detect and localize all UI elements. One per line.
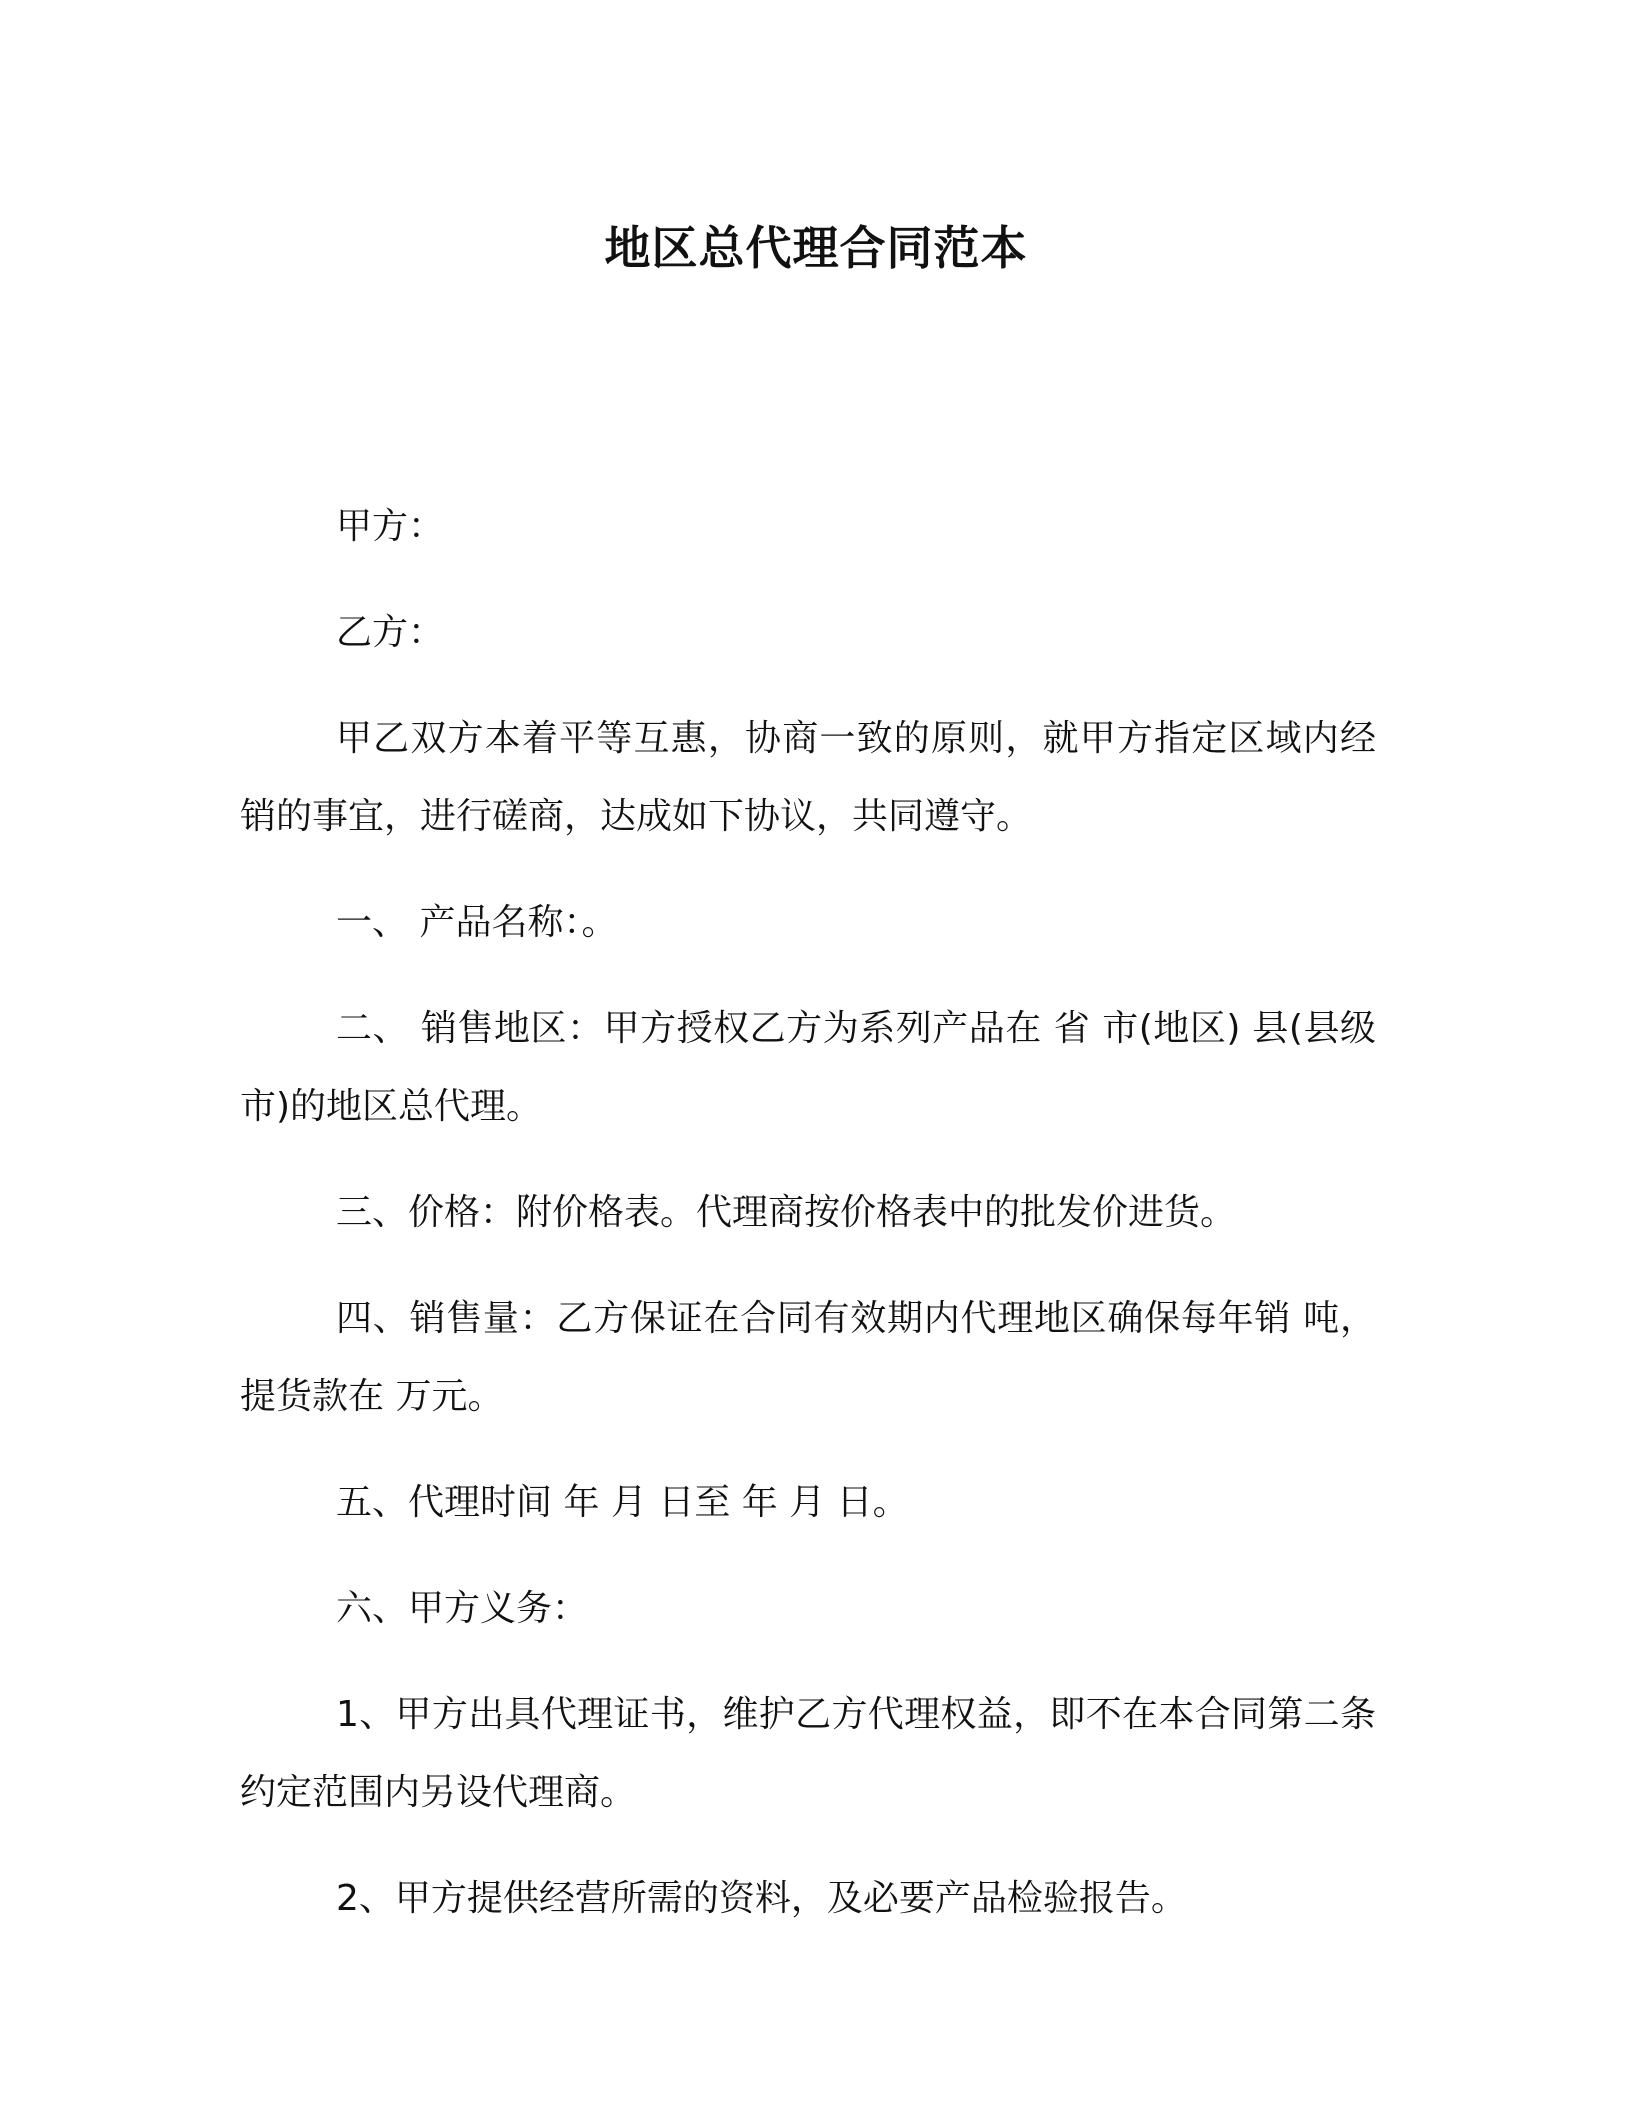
clause-1-product-name: 一、 产品名称：。 (336, 902, 618, 943)
obligation-item-2: 2、甲方提供经营所需的资料，及必要产品检验报告。 (336, 1878, 1187, 1919)
clause-5-agency-period: 五、代理时间 年 月 日至 年 月 日。 (336, 1482, 909, 1523)
clause-6-party-a-obligations: 六、甲方义务： (336, 1588, 589, 1629)
party-b-line: 乙方： (336, 612, 445, 653)
document-body (240, 488, 1376, 1966)
party-a-line: 甲方： (336, 506, 445, 547)
clause-2-sales-region: 二、 销售地区：甲方授权乙方为系列产品在 省 市(地区) 县(县级市)的地区总代理。 (240, 1008, 1376, 1127)
obligation-item-1: 1、甲方出具代理证书，维护乙方代理权益，即不在本合同第二条约定范围内另设代理商。 (240, 1694, 1376, 1813)
document-title: 地区总代理合同范本 (604, 221, 1028, 275)
clause-4-sales-volume: 四、销售量：乙方保证在合同有效期内代理地区确保每年销 吨，提货款在 万元。 (240, 1298, 1376, 1417)
clause-3-price: 三、价格：附价格表。代理商按价格表中的批发价进货。 (336, 1192, 1237, 1233)
preamble-paragraph: 甲乙双方本着平等互惠，协商一致的原则，就甲方指定区域内经销的事宜，进行磋商，达成如下协议，共同遵守。 (240, 718, 1376, 837)
